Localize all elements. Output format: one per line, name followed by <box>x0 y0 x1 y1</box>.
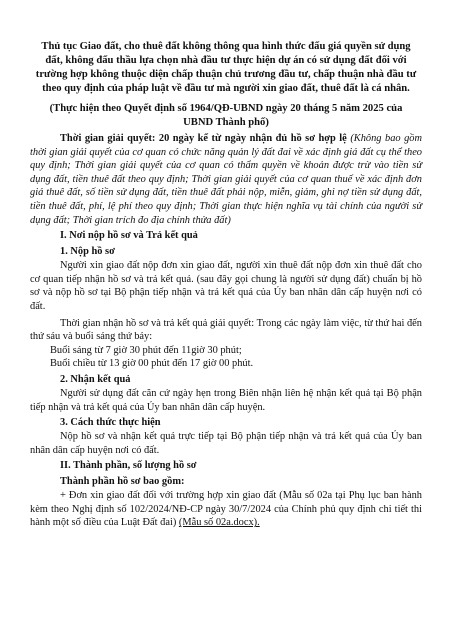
afternoon-hours: Buổi chiều từ 13 giờ 00 phút đến 17 giờ 00 phút. <box>50 358 254 370</box>
section-1-1-text: Người xin giao đất nộp đơn xin giao đất, người xin thuê đất nộp đơn xin thuê đất cho cơ quan tiếp nhận hồ sơ và trả kết quả. (sau đây gọi chung là người sử dụng đất) chuẩn bị hồ sơ và nộp hồ sơ tại Bộ phận tiếp nhận và trả kết quả của Ủy ban nhân dân cấp huyện nơi có đất. <box>30 260 422 312</box>
processing-time-label: Thời gian giải quyết: 20 ngày kể từ ngày nhận đủ hồ sơ hợp lệ <box>60 133 347 144</box>
section-1-2-heading: 2. Nhận kết quả <box>60 373 131 385</box>
section-1-3-text: Nộp hồ sơ và nhận kết quả trực tiếp tại Bộ phận tiếp nhận và trả kết quả của Ủy ban nhân dân cấp huyện nơi có đất. <box>30 431 422 456</box>
section-2-subheading: Thành phần hồ sơ bao gồm: <box>60 476 185 488</box>
form-02a-link[interactable]: (Mẫu số 02a.docx). <box>178 517 260 529</box>
morning-hours: Buổi sáng từ 7 giờ 30 phút đến 11giờ 30 phút; <box>50 344 242 356</box>
section-1-3-heading: 3. Cách thức thực hiện <box>60 417 161 429</box>
section-1-heading: I. Nơi nộp hồ sơ và Trả kết quả <box>60 230 198 242</box>
section-1-1-time: Thời gian nhận hồ sơ và trả kết quả giải quyết: Trong các ngày làm việc, từ thứ hai đến thứ sáu và buổi sáng thứ bảy: <box>30 317 422 343</box>
document-subtitle: (Thực hiện theo Quyết định số 1964/QĐ-UBND ngày 20 tháng 5 năm 2025 của UBND Thành phố) <box>49 103 403 128</box>
section-1-2-text: Người sử dụng đất căn cứ ngày hẹn trong Biên nhận liên hệ nhận kết quả tại Bộ phận tiếp nhận và trả kết quả của Ủy ban nhân dân cấp huyện. <box>30 387 422 413</box>
processing-time-note: (Không bao gồm thời gian giải quyết của cơ quan có chức năng quản lý đất đai về xác định giá đất cụ thể theo quy định; Thời gian giải quyết của cơ quan có thẩm quyền về khoản được trừ vào tiền sử dụng đất, tiền thuê đất theo quy định; Thời gian giải quyết của cơ quan thuế về xác định đơn giá thuê đất, số tiền sử dụng đất, tiền thuê đất phải nộp, miễn, giảm, ghi nợ tiền sử dụng đất, tiền thuê đất, phí, lệ phí theo quy định; Thời gian thực hiện nghĩa vụ tài chính của người sử dụng đất; Thời gian trích đo địa chính thửa đất) <box>30 133 422 226</box>
section-1-1-heading: 1. Nộp hồ sơ <box>60 246 115 258</box>
section-2-item-1 <box>30 489 422 530</box>
section-2-item-1-text: + Đơn xin giao đất đối với trường hợp xin giao đất (Mẫu số 02a tại Phụ lục ban hành kèm theo Nghị định số 102/2024/NĐ-CP ngày 30/7/2024 của Chính phủ quy định chi tiết thi hành một số điều của Luật Đất đai) <box>30 490 422 529</box>
section-2-heading: II. Thành phần, số lượng hồ sơ <box>60 460 197 472</box>
processing-time <box>30 132 422 227</box>
document-title: Thủ tục Giao đất, cho thuê đất không thông qua hình thức đấu giá quyền sử dụng đất, không đấu thầu lựa chọn nhà đầu tư thực hiện dự án có sử dụng đất đối với trường hợp không thuộc diện chấp thuận chủ trương đầu tư, chấp thuận nhà đầu tư theo quy định của pháp luật về đầu tư mà người xin giao đất, thuê đất là cá nhân. <box>35 41 417 94</box>
